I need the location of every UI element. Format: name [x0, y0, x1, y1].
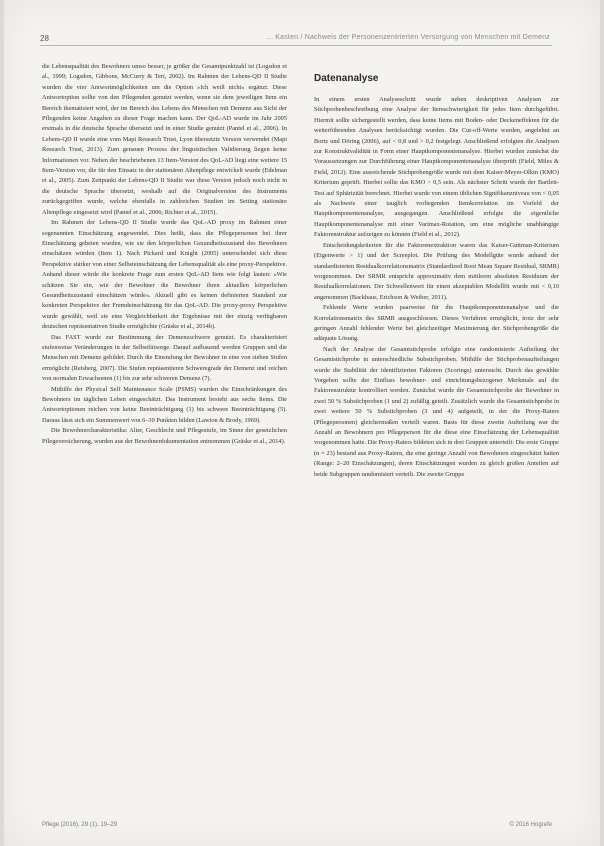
body-paragraph: die Lebensqualität des Bewohners umso besser, je größer die Gesamtpunktzahl ist (Logsdon et al., 1999; Logsdon, Gibbons, McCurry & Teri, 2002). Im Rahmen der Lebens-QD II Studie wurden die vier Antwortmöglichkeiten um die Option »Ich weiß nicht« ergänzt. Diese Antwortoption sollte von den Pflegenden genutzt werden, wenn sie dem jeweiligen Item ein Bereich thematisiert wird, der im Bereich des Lebens des Menschen mit Demenz aus Sicht der Pflegenden keine Angaben zu dieser Frage machen kann. Der QoL-AD wurde im Jahr 2005 erstmals in die deutsche Sprache übersetzt und in einer Studie genutzt (Pantel et al., 2006). In Lebens-QD II wurde eine vom Mapi Research Trust, Lyon übersetzte Version verwendet (Mapi Research Trust, 2013). Zum genauen Prozess der linguistischen Validierung liegen keine Informationen vor. Neben der beschriebenen 13 Item-Version des QoL-AD liegt eine weitere 15 Item-Version vor, die für den Einsatz in der stationären Altenpflege entwickelt wurde (Edelman et al., 2005). Zum Zeitpunkt der Lebens-QD II Studie war diese Version jedoch noch nicht in die deutsche Sprache übersetzt, weshalb auf die Originalversion des Instruments zurückgegriffen wurde, welche ebenfalls in zahlreichen Studien im Setting stationäre Altenpflege eingesetzt wird (Pantel et al., 2006; Richter et al., 2015).: [42, 63, 287, 216]
body-paragraph: Entscheidungskriterien für die Faktorenextraktion waren das Kaiser-Guttman-Kriterium (Eigenwerte > 1) und der Screeplot. Die Prüfung des Modellgüte wurde anhand der standardisierten Residualkorrelationsmatrix (Standardized Root Mean Square Residual, SRMR) vorgenommen. Der SRMR entspricht approximativ dem mittleren absoluten Residuum der Residualkorrelationen. Der Schwellenwert für einen akzeptablen Modellfit wurde mit < 0,10 angenommen (Backhaus, Erichson & Weiber, 2011).: [314, 241, 559, 301]
page-header: [4, 34, 600, 46]
body-paragraph: Nach der Analyse der Gesamtstichprobe erfolgte eine randomisierte Aufteilung der Gesamtstichprobe in unterschiedliche Substichproben. Mithilfe der Stichprobenaufteilungen wurde die Stabilität der identifizierten Faktoren (Scorings) untersucht. Durch das gewählte Vorgehen sollte der Einfluss bewohner- und einrichtungsbezogener Merkmale auf die Faktorenstruktur kontrolliert werden. Zunächst wurde die Gesamtstichprobe der Bewohner in zwei 50 % Substichproben (1 und 2) zufällig geteilt. Zusätzlich wurde die Gesamtstichprobe in zwei weitere 50 % Substichproben (3 und 4) aufgeteilt, in der die Proxy-Raters (Pflegepersonen) gleichermaßen verteilt waren. Basis für diese zweite Aufteilung war die Anzahl an Bewohnern pro Pflegeperson für die diese eine Einschätzung der Lebensqualität vorgenommen hatte. Die Proxy-Raters bildeten sich in drei Gruppen unterteilt: Die erste Gruppe (n = 23) bestand aus Proxy-Ratern, die eine geringe Anzahl von Bewohnern eingeschätzt hatten (Range: 2–20 Einschätzungen), deren Einschätzungen wurden zu gleich großen Anteilen auf beide Subgruppen randomisiert verteilt. Die zweite Gruppe: [314, 345, 559, 478]
body-paragraph: Die Bewohnercharakteristika: Alter, Geschlecht und Pflegestufe, im Sinne der gesetzlichen Pflegeversicherung, wurden aus der Bewohnerdokumentation entnommen (Gräske et al., 2014).: [42, 427, 287, 445]
body-paragraph: Fehlende Werte wurden paarweise für die Hauptkomponentenanalyse und die Korrelationsmatrix des SRMR ausgeschlossen. Dieses Verfahren ermöglicht, trotz der sehr geringen Anzahl fehlender Werte bei gleichzeitiger Maximierung der Stichprobengröße die adäquate Lösung.: [314, 304, 559, 343]
left-column: [42, 62, 287, 804]
document-page: [4, 0, 600, 846]
body-paragraph: Im Rahmen der Lebens-QD II Studie wurde das QoL-AD proxy im Rahmen einer sogenannten Einschätzung angewendet. Dies heißt, dass die Pflegepersonen bei ihrer Einschätzung gebeten wurden, wie sie den körperlichen Gesundheitszustand des Bewohners einschätzen würden (Item 1). Nach Pickard und Knight (2005) unterscheidet sich diese Perspektive stärker von einer Selbsteinschätzung der Lebensqualität als eine proxy-Perspektive. Anhand dieser würde die konkrete Frage zum ersten QoL-AD Item wie folgt lauten: »Wie schätzen Sie ein, wie der Bewohner die Bewohner ihren aktuellen körperlichen Gesundheitszustand einschätzen würde«. Aktuell gibt es keinen definierten Standard zur konkreten Perspektive der Fremdeinschätzung für das QoL-AD. Die proxy-proxy Perspektive wurde gewählt, weil sie eine Vergleichbarkeit der Ergebnisse mit der einzig verfügbaren deutschen repräsentativen Studie ermöglichte (Gräske et al., 2014b).: [42, 219, 287, 331]
right-column: [314, 62, 559, 804]
copyright-notice: © 2016 Hogrefe: [509, 822, 552, 828]
body-paragraph: In einem ersten Analyseschritt wurde neben deskriptiven Analysen zur Stichprobenbeschreibung eine Analyse der Itemschwierigkeit für jedes Item durchgeführt. Hiermit sollte sichergestellt werden, dass keine Items mit Boden- oder Deckeneffekten für die weiterführenden Analysen berücksichtigt wurden. Die Cut-off-Werte wurden, angelehnt an Bortz und Döring (2006), auf < 0,8 und > 0,2 festgelegt. Anschließend erfolgten die Analysen zur Konstruktvalidität in Form einer Hauptkomponentenanalyse. Hierbei wurden zunächst die Voraussetzungen zur Durchführung einer Hauptkomponentenanalyse überprüft (Field, Miles & Field, 2012). Eine ausreichende Stichprobengröße wurde mit dem Kaiser-Meyer-Olkin (KMO) Kriterium geprüft. Hierbei sollte das KMO > 0,5 sein. Als nächster Schritt wurde der Bartlett-Test auf Sphärizität berechnet. Hierbei wurde von einem üblichen Signifikanzniveau von < 0,05 als Nachweis einer tauglich vorliegenden Itemkorrelation im Vorfeld der Hauptkomponentenanalyse, ausgegangen. Anschließend erfolgte die eigentliche Hauptkomponentenanalyse mit einer Varimax-Rotation, um eine mögliche unabhängige Faktorenstruktur aufzeigen zu können (Field et al., 2012).: [314, 96, 559, 239]
page-footer: [4, 822, 600, 832]
body-paragraph: Das FAST wurde zur Bestimmung der Demenzschwere genutzt. Es charakterisiert stufenweise Veränderungen in der Selbstfürsorge. Darauf aufbauend werden Gruppen und die Menschen mit Demenz gebildet. Durch die Einstufung der Bewohner in eine von sieben Stufen ermöglicht (Reisberg, 2007). Die Stufen repräsentieren Schweregrade der Demenz und reichen von normalen Erwachsenen (1) bis zur sehr schweren Demenz (7).: [42, 333, 287, 383]
body-paragraph: Mithilfe der Physical Self Maintenance Scale (PSMS) wurden die Einschränkungen des Bewohners im täglichen Leben eingeschätzt. Das Instrument besteht aus sechs Items. Die Antwortoptionen reichen von keine Beeinträchtigung (1) bis schwere Beeinträchtigung (5). Daraus lässt sich ein Summenwert von 6–30 Punkten bilden (Lawton & Brody, 1969).: [42, 385, 287, 424]
page-number: 28: [40, 34, 49, 43]
section-heading: Datenanalyse: [314, 73, 379, 84]
running-head: ... Kasten / Nachweis der Personenzentrierten Versorgung von Menschen mit Demenz: [266, 34, 550, 41]
journal-citation: Pflege (2016), 29 (1), 19–29: [42, 822, 118, 828]
header-divider: [40, 45, 552, 46]
